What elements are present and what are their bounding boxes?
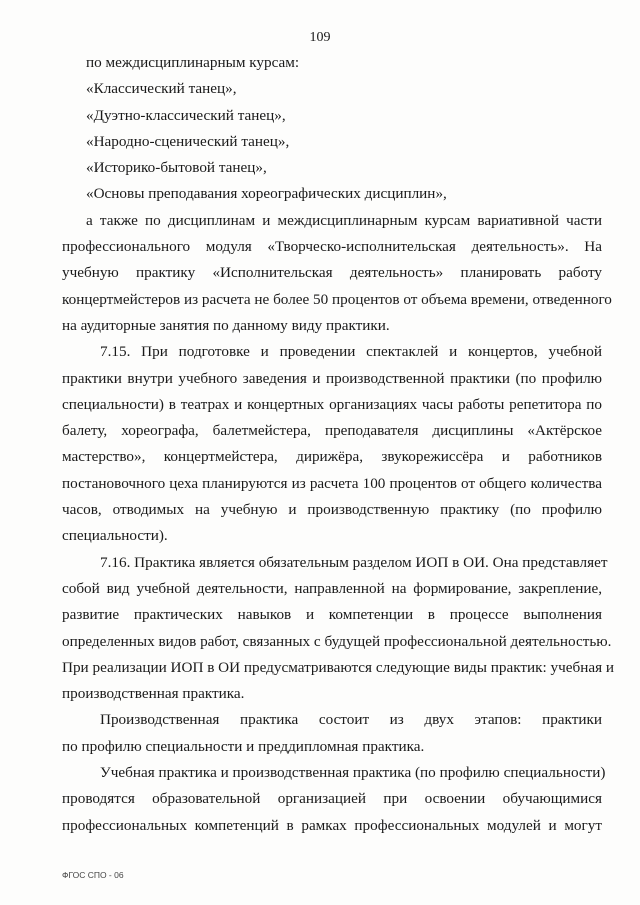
- text-line: часов, отводимых на учебную и производственную практику (по профилю: [62, 501, 602, 519]
- document-body: [62, 50, 615, 839]
- text-line: При реализации ИОП в ОИ предусматриваются следующие виды практик: учебная и: [62, 658, 615, 676]
- text-line: по междисциплинарным курсам:: [86, 54, 300, 71]
- text-line: постановочного цеха планируются из расчета 100 процентов от общего количества: [62, 474, 602, 492]
- text-line: развитие практических навыков и компетенции в процессе выполнения: [62, 606, 602, 624]
- text-line: практики внутри учебного заведения и производственной практики (по профилю: [62, 369, 602, 387]
- paragraph-7-15-start: 7.15. При подготовке и проведении спектаклей и концертов, учебной: [100, 343, 602, 361]
- list-item: «Классический танец»,: [86, 80, 237, 98]
- list-item: «Дуэтно-классический танец»,: [86, 106, 286, 124]
- paragraph-training-start: Учебная практика и производственная практика (по профилю специальности): [100, 764, 606, 782]
- text-line: мастерство», концертмейстера, дирижёра, звукорежиссёра и работников: [62, 448, 602, 466]
- text-line: проводятся образовательной организацией при освоении обучающимися: [62, 790, 602, 808]
- list-item: «Народно-сценический танец»,: [86, 132, 290, 150]
- list-item: «Основы преподавания хореографических дисциплин»,: [86, 185, 447, 203]
- page-number: 109: [309, 30, 331, 45]
- text-line: а также по дисциплинам и междисциплинарным курсам вариативной части: [86, 211, 602, 229]
- list-item: «Историко-бытовой танец»,: [86, 159, 267, 177]
- text-line: специальности) в театрах и концертных организациях часы работы репетитора по: [62, 395, 602, 413]
- paragraph-7-16-start: 7.16. Практика является обязательным разделом ИОП в ОИ. Она представляет: [100, 553, 608, 571]
- text-line: специальности).: [62, 527, 168, 545]
- text-line: производственная практика.: [62, 685, 245, 703]
- text-line: собой вид учебной деятельности, направленной на формирование, закрепление,: [62, 579, 602, 597]
- text-line: профессионального модуля «Творческо-исполнительская деятельность». На: [62, 238, 602, 256]
- text-line: концертмейстеров из расчета не более 50 процентов от объема времени, отведенного: [62, 290, 612, 308]
- text-line: учебную практику «Исполнительская деятельность» планировать работу: [62, 264, 602, 282]
- text-line: определенных видов работ, связанных с будущей профессиональной деятельностью.: [62, 632, 612, 650]
- footer-code: ФГОС СПО - 06: [62, 870, 124, 880]
- text-line: на аудиторные занятия по данному виду практики.: [62, 316, 390, 334]
- text-line: балету, хореографа, балетмейстера, преподавателя дисциплины «Актёрское: [62, 422, 602, 440]
- paragraph-production-start: Производственная практика состоит из двух этапов: практики: [100, 711, 602, 729]
- text-line: профессиональных компетенций в рамках профессиональных модулей и могут: [62, 816, 602, 834]
- text-line: по профилю специальности и преддипломная практика.: [62, 737, 425, 755]
